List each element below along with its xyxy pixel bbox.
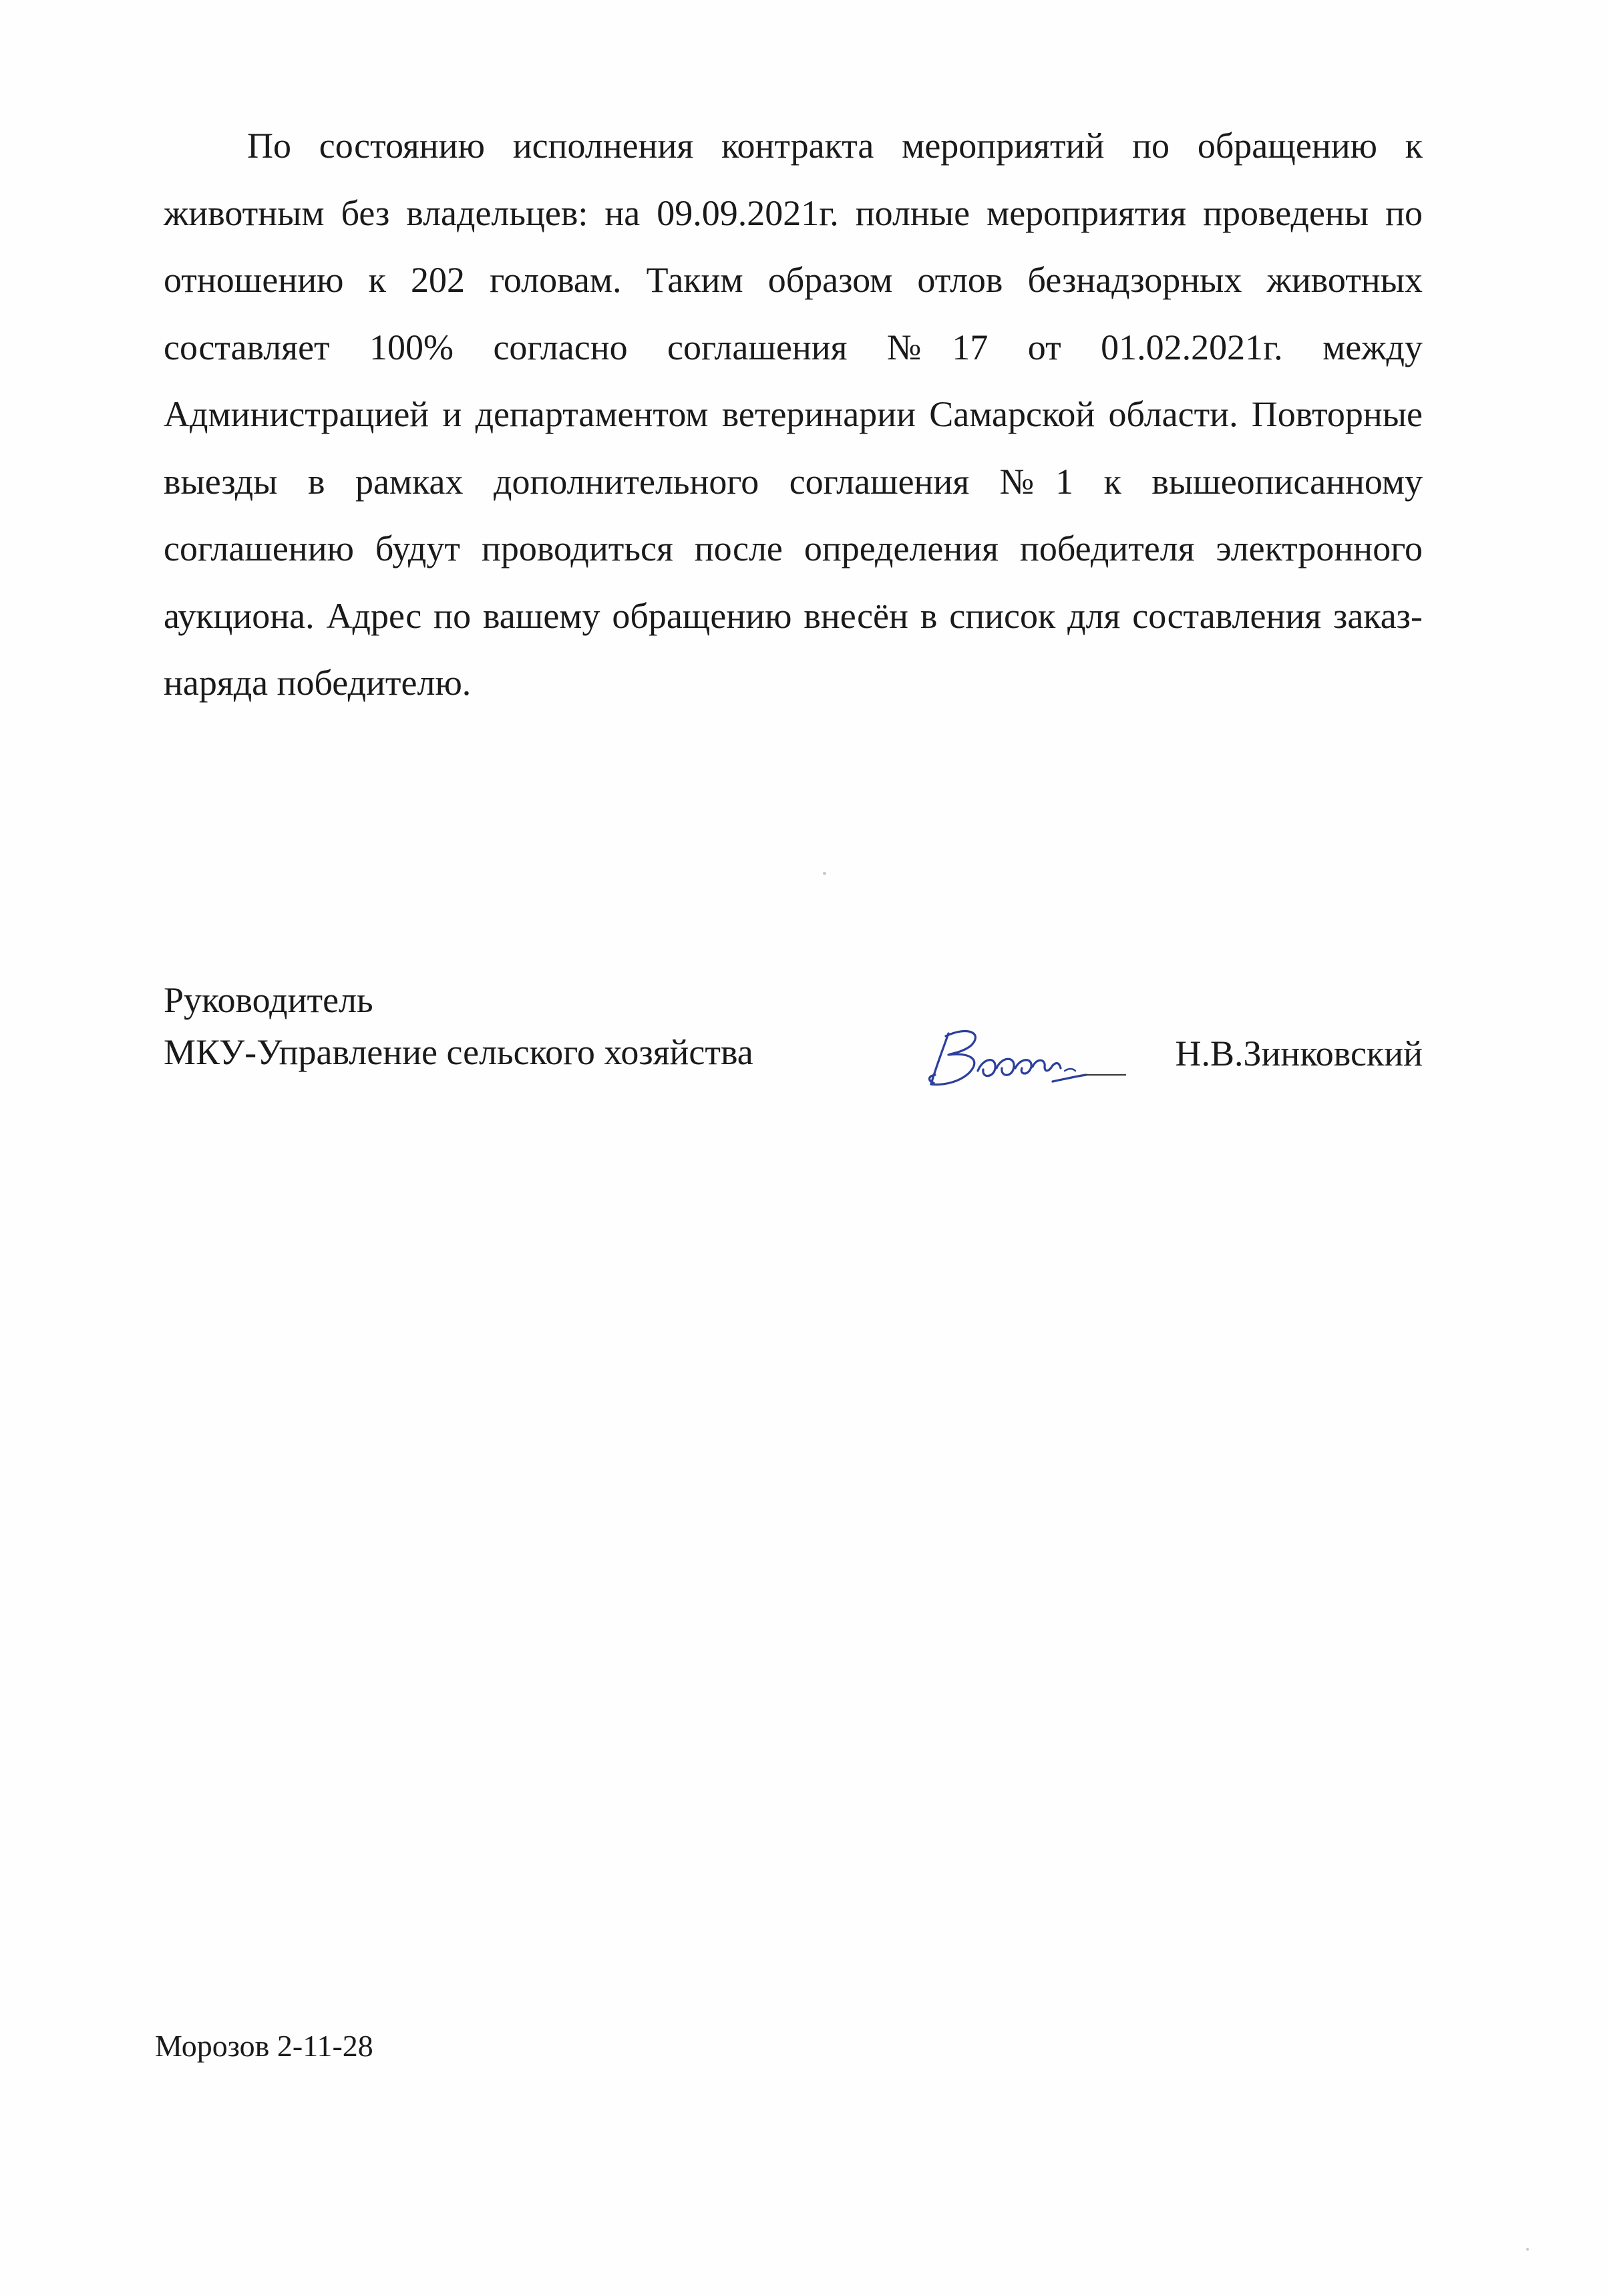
scan-speck (1526, 2248, 1529, 2251)
signer-name: Н.В.Зинковский (1175, 1033, 1423, 1074)
executor-contact: Морозов 2-11-28 (155, 2029, 373, 2063)
position-title: Руководитель (164, 980, 373, 1020)
organization-name: МКУ-Управление сельского хозяйства (164, 1032, 753, 1072)
handwritten-signature-icon (922, 1019, 1129, 1092)
body-paragraph: По состоянию исполнения контракта мероприятий по обращению к животным без владельцев: на 09.09.2021г. полные мероприятия проведены по отношению к 202 головам. Таким образом отлов безнадзорных животных составляет 100% согласно соглашения №17 от 01.02.2021г. между Администрацией и департаментом ветеринарии Самарской области. Повторные выезды в рамках дополнительного соглашения №1 к вышеописанному соглашению будут проводиться после определения победителя электронного аукциона. Адрес по вашему обращению внесён в список для составления заказ-наряда победителю. (164, 126, 1423, 703)
scan-speck (823, 872, 826, 875)
signature-block (164, 979, 1423, 1092)
